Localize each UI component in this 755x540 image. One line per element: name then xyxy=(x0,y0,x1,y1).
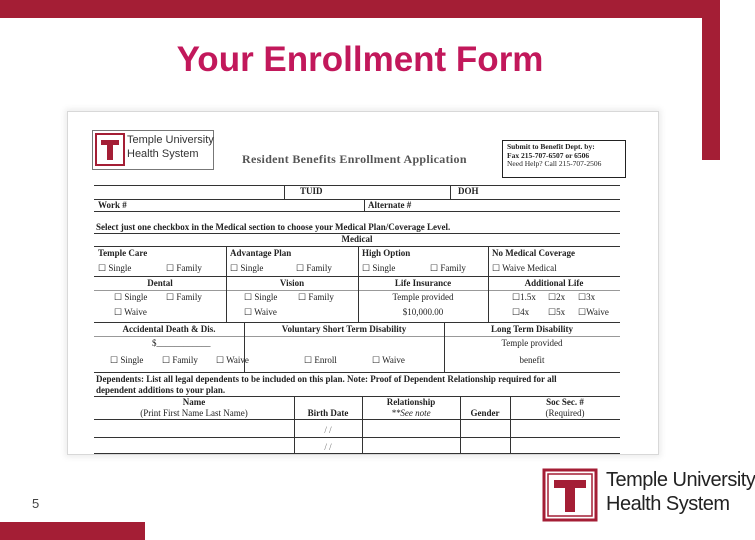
medical-option[interactable]: ☐ Single xyxy=(362,263,396,273)
divider xyxy=(364,199,365,211)
medical-option[interactable]: ☐ Single xyxy=(98,263,132,273)
col-ssn: Soc Sec. # xyxy=(546,397,584,407)
col-name-sub: (Print First Name Last Name) xyxy=(140,408,248,418)
medical-plan-name: Advantage Plan xyxy=(230,248,292,258)
birth-date-field[interactable]: / / xyxy=(324,425,332,435)
add-option[interactable]: ☐ Family xyxy=(162,355,198,365)
medical-plan-name: No Medical Coverage xyxy=(492,248,575,258)
additional-life-option[interactable]: ☐Waive xyxy=(578,307,609,317)
col-gender: Gender xyxy=(470,408,500,418)
dental-heading: Dental xyxy=(147,278,173,288)
divider xyxy=(94,276,620,277)
divider xyxy=(358,246,359,276)
dental-option[interactable]: ☐ Family xyxy=(166,292,202,302)
temple-t-logo-icon xyxy=(96,134,124,165)
divider xyxy=(94,211,620,212)
col-relationship-sub: **See note xyxy=(391,408,431,418)
application-title: Resident Benefits Enrollment Application xyxy=(242,152,467,166)
divider xyxy=(94,246,620,247)
dependents-note-line2: dependent additions to your plan. xyxy=(96,385,226,395)
medical-option[interactable]: ☐ Waive Medical xyxy=(492,263,557,273)
add-amount[interactable]: $____________ xyxy=(152,338,211,348)
divider xyxy=(94,290,620,291)
divider xyxy=(94,437,620,438)
medical-option[interactable]: ☐ Single xyxy=(230,263,264,273)
medical-instruction: Select just one checkbox in the Medical section to choose your Medical Plan/Coverage Level. xyxy=(96,222,451,232)
dental-option[interactable]: ☐ Single xyxy=(114,292,148,302)
vision-option[interactable]: ☐ Waive xyxy=(244,307,277,317)
footer-logo xyxy=(542,468,755,522)
doh-label: DOH xyxy=(458,186,479,196)
medical-heading: Medical xyxy=(341,234,373,244)
submit-box xyxy=(502,140,626,178)
std-option[interactable]: ☐ Enroll xyxy=(304,355,337,365)
col-name: Name xyxy=(182,397,206,407)
dental-option[interactable]: ☐ Waive xyxy=(114,307,147,317)
col-relationship: Relationship xyxy=(386,397,436,407)
col-ssn-sub: (Required) xyxy=(545,408,585,418)
divider xyxy=(94,453,620,454)
vision-heading: Vision xyxy=(279,278,305,288)
additional-life-option[interactable]: ☐2x xyxy=(548,292,566,302)
add-option[interactable]: ☐ Single xyxy=(110,355,144,365)
divider xyxy=(94,322,620,323)
add-option[interactable]: ☐ Waive xyxy=(216,355,249,365)
ltd-line1: Temple provided xyxy=(501,338,563,348)
vision-option[interactable]: ☐ Family xyxy=(298,292,334,302)
submit-line: Submit to Benefit Dept. by: xyxy=(507,142,595,151)
divider xyxy=(94,419,620,420)
life-heading: Life Insurance xyxy=(394,278,452,288)
additional-life-option[interactable]: ☐1.5x xyxy=(512,292,536,302)
life-line2: $10,000.00 xyxy=(402,307,444,317)
page-number: 5 xyxy=(32,496,40,511)
tuid-label: TUID xyxy=(300,186,323,196)
bottom-accent-bar xyxy=(0,522,145,540)
add-heading: Accidental Death & Dis. xyxy=(122,324,216,334)
slide-title: Your Enrollment Form xyxy=(176,40,544,79)
divider xyxy=(284,185,285,199)
footer-logo-line2: Health System xyxy=(606,493,730,515)
temple-t-logo-icon xyxy=(542,468,598,522)
dependents-note-line1: Dependents: List all legal dependents to be included on this plan. Note: Proof of Dependent Relationship required for all xyxy=(96,374,557,384)
life-line1: Temple provided xyxy=(392,292,454,302)
form-logo-line1: Temple University xyxy=(127,134,214,146)
divider xyxy=(450,185,451,199)
ltd-heading: Long Term Disability xyxy=(490,324,573,334)
form-logo-line2: Health System xyxy=(127,148,199,160)
birth-date-field[interactable]: / / xyxy=(324,442,332,452)
work-label: Work # xyxy=(98,200,127,210)
divider xyxy=(460,396,461,454)
alternate-label: Alternate # xyxy=(368,200,412,210)
medical-option[interactable]: ☐ Family xyxy=(430,263,466,273)
additional-life-heading: Additional Life xyxy=(524,278,584,288)
submit-line: Fax 215-707-6507 or 6506 xyxy=(507,150,590,160)
top-accent-bar xyxy=(0,0,720,18)
divider xyxy=(94,372,620,373)
additional-life-option[interactable]: ☐4x xyxy=(512,307,530,317)
submit-line: Need Help? Call 215-707-2506 xyxy=(507,159,602,168)
col-birth-date: Birth Date xyxy=(307,408,349,418)
medical-plan-name: Temple Care xyxy=(98,248,148,258)
form-logo xyxy=(92,130,214,170)
divider xyxy=(94,336,620,337)
divider xyxy=(488,246,489,276)
medical-plan-name: High Option xyxy=(362,248,411,258)
std-heading: Voluntary Short Term Disability xyxy=(281,324,407,334)
additional-life-option[interactable]: ☐3x xyxy=(578,292,596,302)
vision-option[interactable]: ☐ Single xyxy=(244,292,278,302)
medical-option[interactable]: ☐ Family xyxy=(296,263,332,273)
tuid-row xyxy=(94,185,620,200)
enrollment-form-image xyxy=(68,112,658,454)
medical-option[interactable]: ☐ Family xyxy=(166,263,202,273)
additional-life-option[interactable]: ☐5x xyxy=(548,307,566,317)
footer-logo-line1: Temple University xyxy=(606,469,755,491)
ltd-line2: benefit xyxy=(519,355,545,365)
divider xyxy=(226,246,227,276)
std-option[interactable]: ☐ Waive xyxy=(372,355,405,365)
